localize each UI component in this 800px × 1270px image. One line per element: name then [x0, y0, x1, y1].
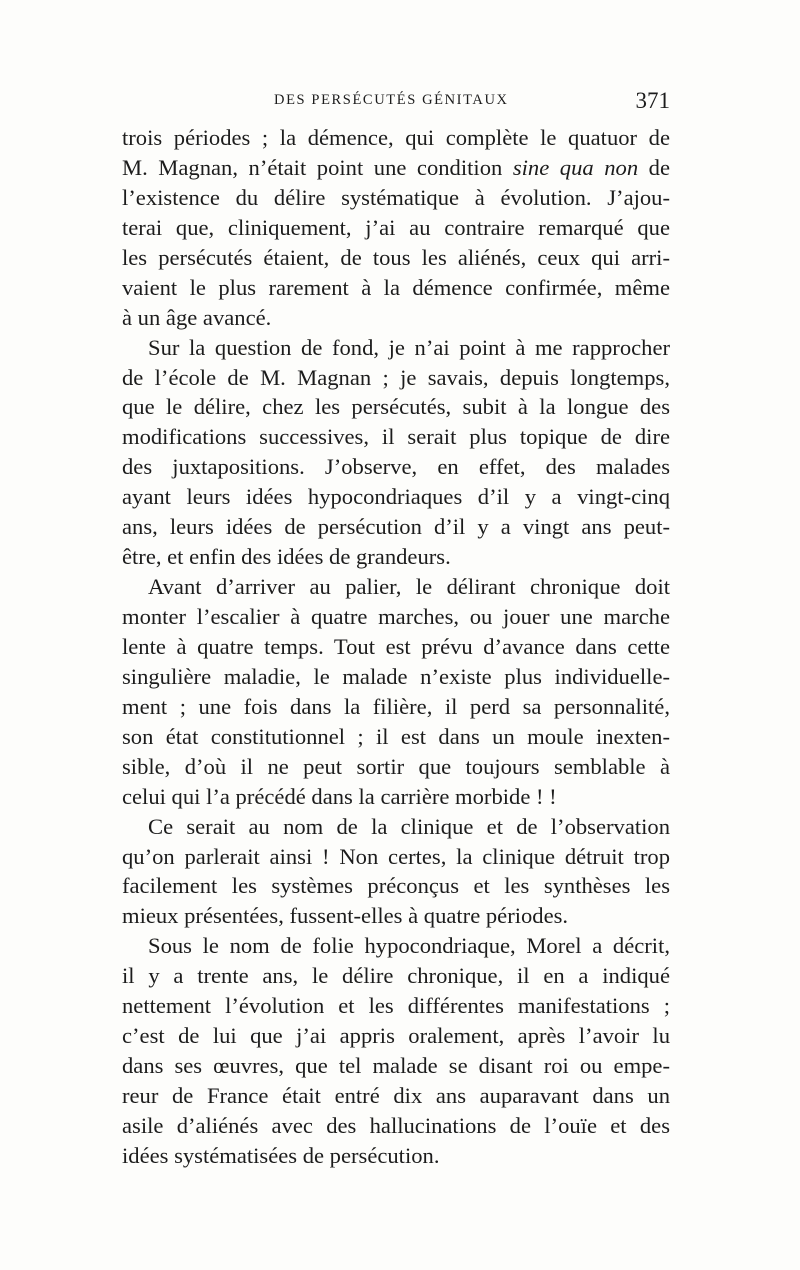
- text-line: ment ; une fois dans la filière, il perd sa personnalité,: [122, 693, 670, 719]
- paragraph: [122, 333, 670, 573]
- text-line: c’est de lui que j’ai appris oralement, après l’avoir lu: [122, 1023, 670, 1049]
- text-line: mieux présentées, fussent-elles à quatre périodes.: [122, 903, 569, 929]
- text-line: ayant leurs idées hypocondriaques d’il y a vingt-cinq: [122, 484, 670, 510]
- text-line: que le délire, chez les persécutés, subit à la longue des: [122, 394, 670, 420]
- text-line: être, et enfin des idées de grandeurs.: [122, 544, 451, 570]
- paragraph: [122, 931, 670, 1171]
- text-line: nettement l’évolution et les différentes manifestations ;: [122, 993, 670, 1019]
- text-line: singulière maladie, le malade n’existe plus individuelle-: [122, 663, 670, 689]
- text-line: Sous le nom de folie hypocondriaque, Morel a décrit,: [148, 933, 670, 959]
- text-line: l’existence du délire systématique à évolution. J’ajou-: [122, 184, 670, 210]
- italic-phrase: sine qua non: [512, 154, 639, 180]
- text-line: ans, leurs idées de persécution d’il y a vingt ans peut-: [122, 514, 670, 540]
- text-line: celui qui l’a précédé dans la carrière morbide ! !: [122, 783, 557, 809]
- text-line: des juxtapositions. J’observe, en effet, des malades: [122, 454, 670, 480]
- text-line: qu’on parlerait ainsi ! Non certes, la clinique détruit trop: [122, 843, 670, 869]
- page-number: 371: [635, 88, 670, 113]
- text-line: facilement les systèmes préconçus et les synthèses les: [122, 873, 670, 899]
- text-line: asile d’aliénés avec des hallucinations de l’ouïe et des: [122, 1112, 670, 1138]
- text-line: vaient le plus rarement à la démence confirmée, même: [122, 274, 670, 300]
- text-line: il y a trente ans, le délire chronique, il en a indiqué: [122, 963, 670, 989]
- text-line: lente à quatre temps. Tout est prévu d’avance dans cette: [122, 633, 670, 659]
- running-title: DES PERSÉCUTÉS GÉNITAUX: [274, 92, 509, 108]
- text-line: modifications successives, il serait plus topique de dire: [122, 424, 670, 450]
- text-line: à un âge avancé.: [122, 304, 272, 330]
- text-line: son état constitutionnel ; il est dans un moule inexten-: [122, 723, 670, 749]
- text-line: Sur la question de fond, je n’ai point à me rapprocher: [148, 334, 670, 360]
- text-line: dans ses œuvres, que tel malade se disant roi ou empe-: [122, 1053, 670, 1079]
- text-line: monter l’escalier à quatre marches, ou jouer une marche: [122, 604, 670, 629]
- text-line: trois périodes ; la démence, qui complète le quatuor de: [122, 125, 670, 150]
- running-head: [122, 88, 670, 116]
- paragraph: [122, 123, 670, 333]
- text-line: idées systématisées de persécution.: [122, 1142, 440, 1168]
- text-line: sible, d’où il ne peut sortir que toujours semblable à: [122, 753, 670, 779]
- text-line: Avant d’arriver au palier, le délirant chronique doit: [148, 574, 670, 600]
- text-line: les persécutés étaient, de tous les aliénés, ceux qui arri-: [122, 244, 670, 270]
- paragraph: [122, 812, 670, 932]
- text-line: reur de France était entré dix ans auparavant dans un: [122, 1083, 670, 1108]
- text-line: Ce serait au nom de la clinique et de l’observation: [148, 813, 670, 839]
- text-line: M. Magnan, n’était point une condition sine qua non de: [122, 154, 670, 180]
- paragraph: [122, 572, 670, 812]
- body-text: [122, 123, 670, 1171]
- text-line: de l’école de M. Magnan ; je savais, depuis longtemps,: [122, 364, 670, 390]
- text-line: terai que, cliniquement, j’ai au contraire remarqué que: [122, 214, 670, 240]
